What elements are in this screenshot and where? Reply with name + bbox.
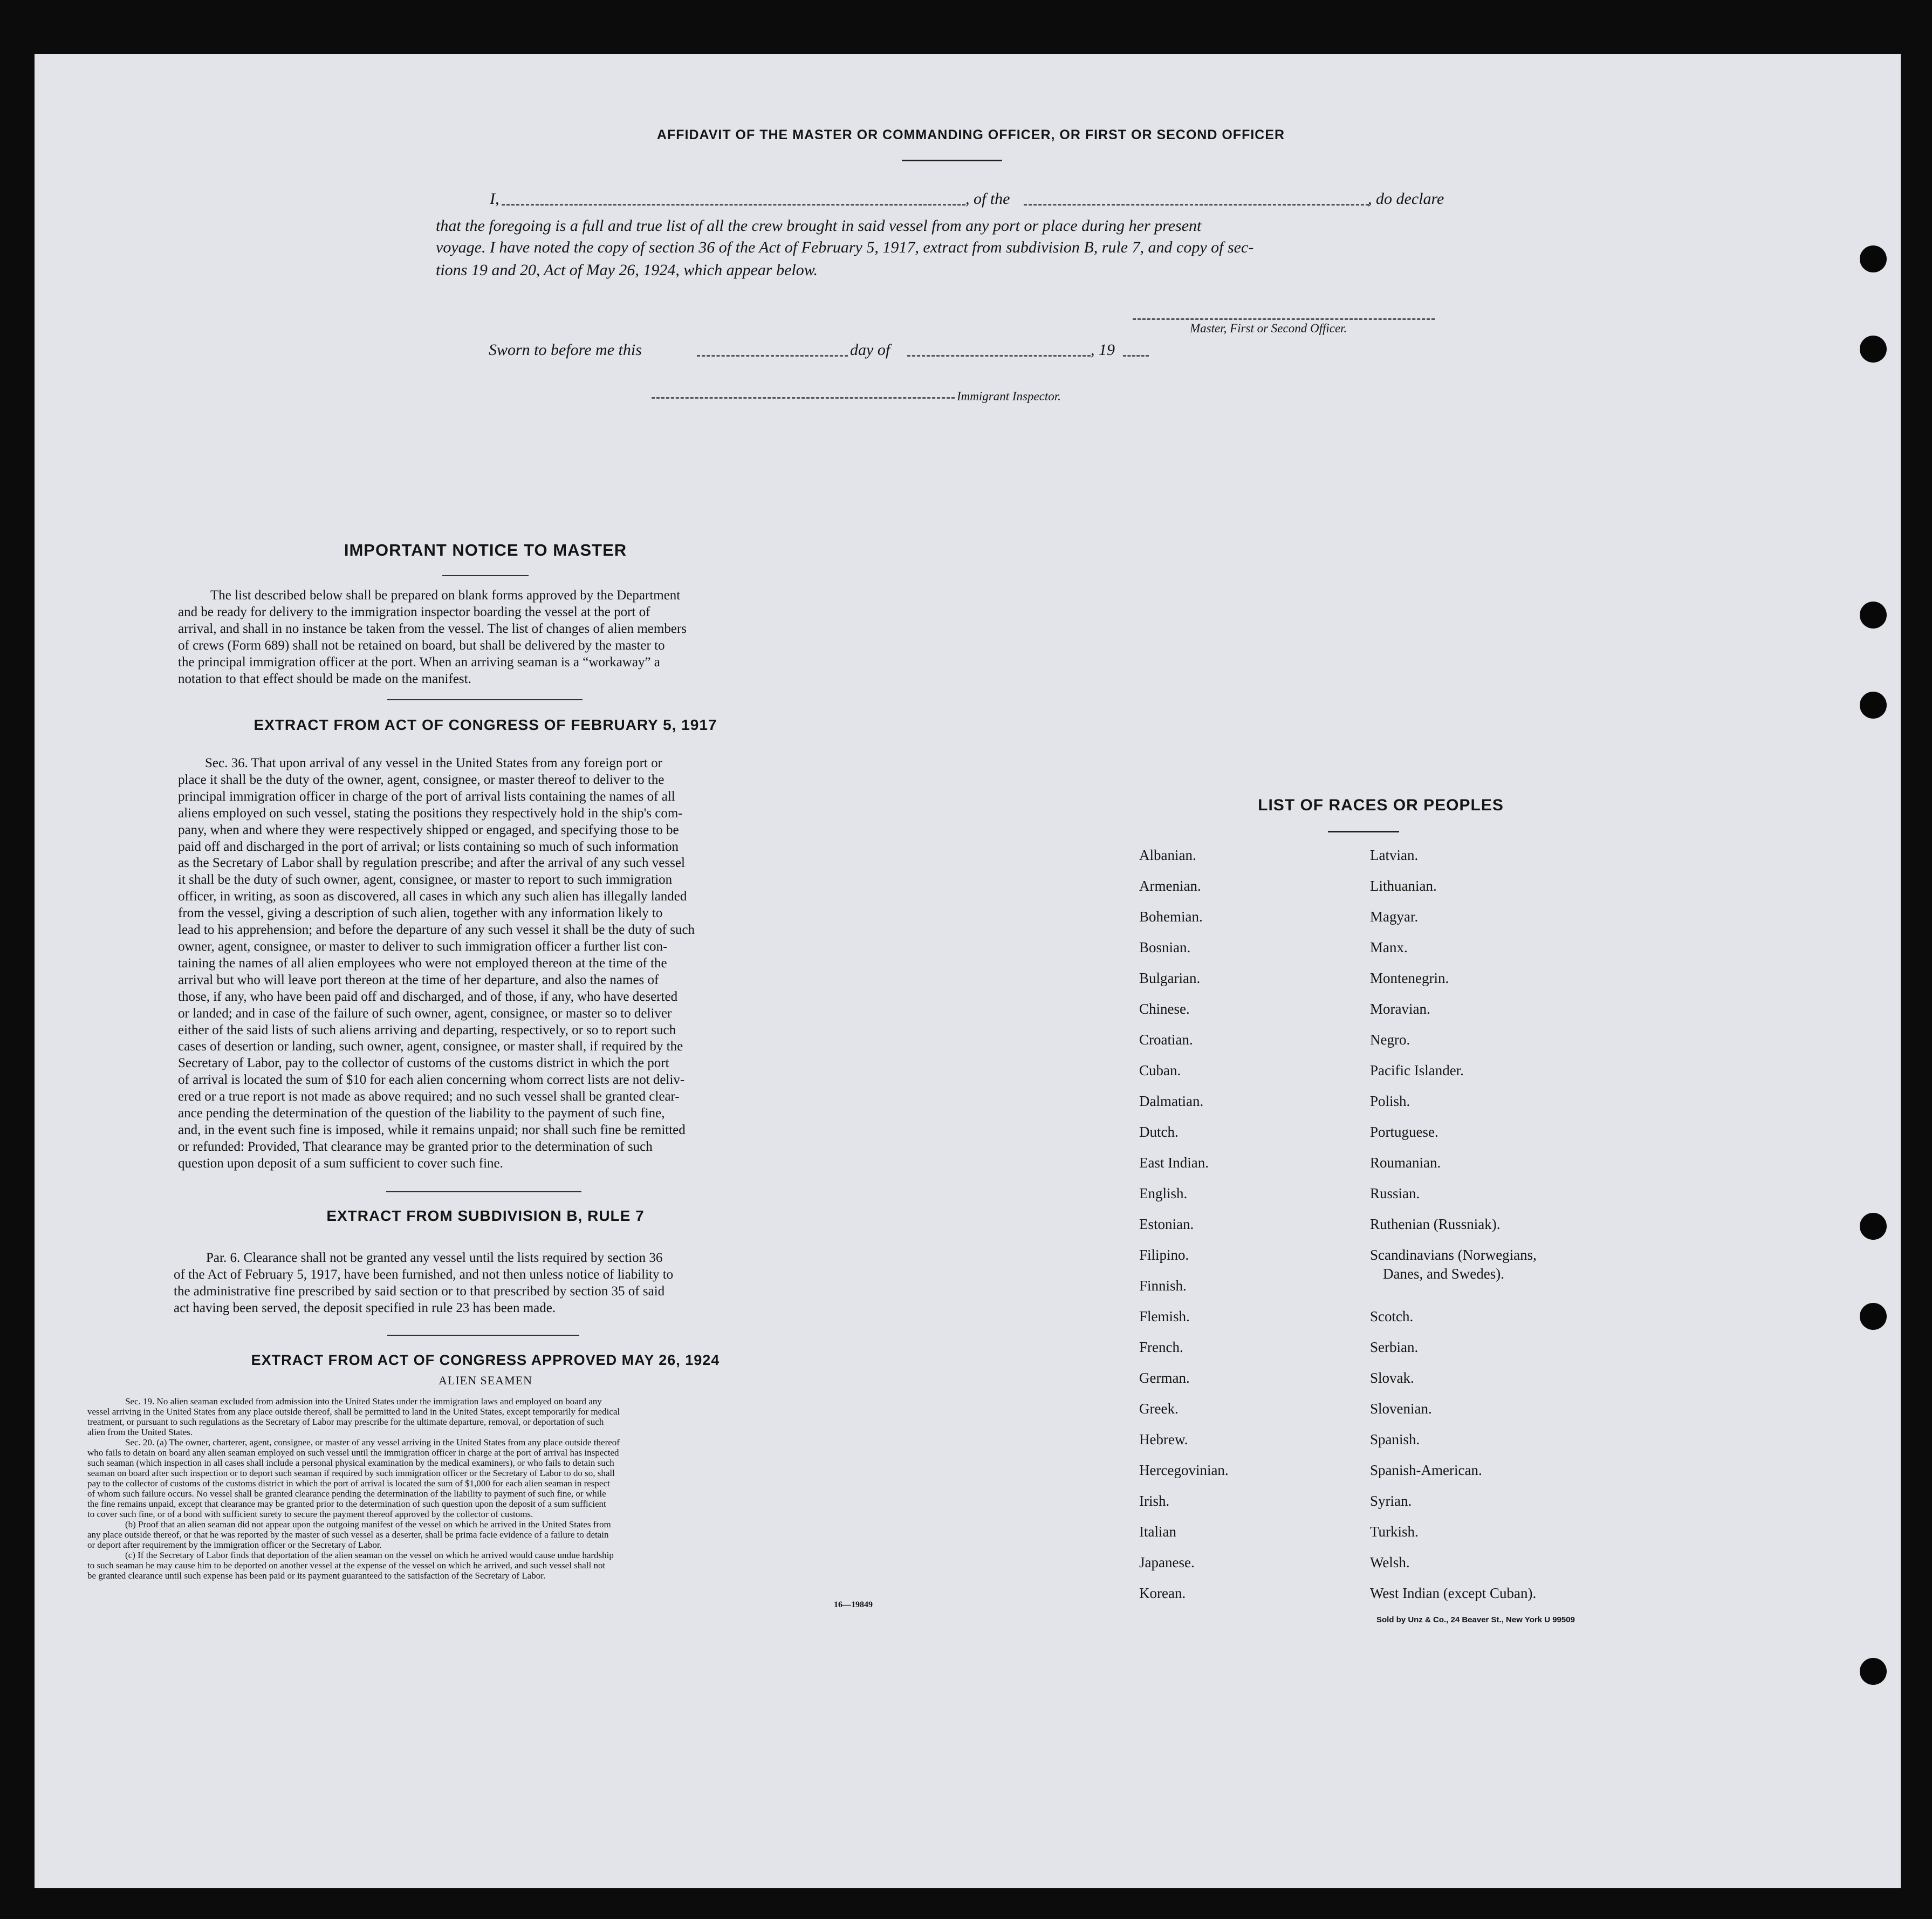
- race-item: Welsh.: [1370, 1554, 1410, 1570]
- affidavit-line-4: tions 19 and 20, Act of May 26, 1924, which appear below.: [436, 261, 818, 279]
- race-item: Latvian.: [1370, 847, 1419, 863]
- printer-imprint: Sold by Unz & Co., 24 Beaver St., New York U 99509: [1376, 1615, 1575, 1624]
- race-item: West Indian (except Cuban).: [1370, 1585, 1537, 1601]
- race-item: German.: [1139, 1370, 1190, 1386]
- rule-line: the administrative fine prescribed by said section or to that prescribed by section 35 of said: [174, 1284, 665, 1299]
- sections-19-20-text: [87, 1396, 881, 1581]
- race-item: Magyar.: [1370, 909, 1419, 925]
- small-line: to such seaman he may cause him to be deported on another vessel at the expense of the vessel on which he arrived, and such vessel shall not: [87, 1560, 606, 1570]
- sworn-day-blank[interactable]: [697, 355, 848, 357]
- race-item: Cuban.: [1139, 1062, 1181, 1078]
- small-line: treatment, or pursuant to such regulations as the Secretary of Labor may prescribe for the ultimate departure, removal, or deportation of such: [87, 1417, 604, 1427]
- section-line: ered or a true report is not made as above required; and no such vessel shall be granted clear-: [178, 1089, 680, 1104]
- race-item: Greek.: [1139, 1401, 1179, 1417]
- inspector-signature-line[interactable]: [652, 397, 955, 399]
- race-item: Italian: [1139, 1524, 1176, 1540]
- section-line: those, if any, who have been paid off and discharged, and of those, if any, who have deserted: [178, 989, 678, 1004]
- sworn-label: Sworn to before me this: [489, 341, 642, 359]
- section-line: question upon deposit of a sum sufficient to cover such fine.: [178, 1156, 503, 1171]
- form-number: 16—19849: [834, 1600, 873, 1609]
- race-item: Dutch.: [1139, 1124, 1179, 1140]
- small-line: such seaman (which inspection in all cases shall include a personal physical examination by the medical examiners), or who fails to detain such: [87, 1458, 614, 1468]
- section-line: from the vessel, giving a description of such alien, together with any information likely to: [178, 906, 663, 921]
- affidavit-title: AFFIDAVIT OF THE MASTER OR COMMANDING OFFICER, OR FIRST OR SECOND OFFICER: [656, 127, 1285, 142]
- master-signature-line[interactable]: [1133, 318, 1435, 320]
- notice-title: IMPORTANT NOTICE TO MASTER: [344, 541, 627, 559]
- race-item: Armenian.: [1139, 878, 1201, 894]
- race-item: Spanish-American.: [1370, 1462, 1482, 1478]
- race-item: Negro.: [1370, 1032, 1410, 1048]
- race-item: Moravian.: [1370, 1001, 1430, 1017]
- small-line: be granted clearance until such expense has been paid or its payment guaranteed to the satisfaction of the Secretary of Labor.: [87, 1570, 546, 1581]
- section-line: paid off and discharged in the port of arrival; or lists containing so much of such information: [178, 839, 679, 854]
- affidavit-line-3: voyage. I have noted the copy of section 36 of the Act of February 5, 1917, extract from subdivision B, rule 7, and copy of sec-: [436, 238, 1254, 256]
- small-line: of whom such failure occurs. No vessel shall be granted clearance pending the determination of the liability to payment of such fine, or while: [87, 1488, 606, 1499]
- divider: [902, 160, 1002, 161]
- affidavit-i-label: I,: [490, 190, 499, 208]
- rule-line: act having been served, the deposit specified in rule 23 has been made.: [174, 1301, 556, 1315]
- punch-hole: [1860, 1213, 1887, 1240]
- race-item: French.: [1139, 1339, 1183, 1355]
- small-line: who fails to detain on board any alien seaman employed on such vessel until the immigration officer in charge at the port of arrival has inspected: [87, 1447, 619, 1458]
- divider: [386, 1191, 581, 1192]
- race-item: Flemish.: [1139, 1308, 1190, 1324]
- day-of-label: day of: [850, 341, 890, 359]
- race-item: Bosnian.: [1139, 939, 1191, 955]
- race-item: Albanian.: [1139, 847, 1196, 863]
- sworn-month-blank[interactable]: [907, 355, 1091, 357]
- year-blank[interactable]: [1123, 355, 1149, 357]
- race-item: Roumanian.: [1370, 1155, 1441, 1171]
- section-line: and, in the event such fine is imposed, while it remains unpaid; nor shall such fine be remitted: [178, 1122, 686, 1137]
- race-item: Estonian.: [1139, 1216, 1194, 1232]
- race-item: Filipino.: [1139, 1247, 1189, 1263]
- race-item: Spanish.: [1370, 1431, 1420, 1447]
- section-line: officer, in writing, as soon as discovered, all cases in which any such alien has illegally landed: [178, 889, 687, 904]
- race-item: Dalmatian.: [1139, 1093, 1204, 1109]
- race-item: Russian.: [1370, 1185, 1420, 1201]
- section-line: of arrival is located the sum of $10 for each alien concerning whom correct lists are not deliv-: [178, 1073, 685, 1088]
- rule-7-title: EXTRACT FROM SUBDIVISION B, RULE 7: [326, 1207, 645, 1224]
- race-item: Serbian.: [1370, 1339, 1419, 1355]
- race-item: Ruthenian (Russniak).: [1370, 1216, 1501, 1232]
- race-item: Danes, and Swedes).: [1383, 1266, 1504, 1282]
- race-item: Pacific Islander.: [1370, 1062, 1464, 1078]
- divider: [387, 1335, 579, 1336]
- race-item: Finnish.: [1139, 1278, 1187, 1294]
- rule-7-text: [174, 1249, 795, 1316]
- section-line: or refunded: Provided, That clearance may be granted prior to the determination of such: [178, 1139, 653, 1154]
- small-line: (b) Proof that an alien seaman did not appear upon the outgoing manifest of the vessel on which he arrived in the United States from: [125, 1519, 611, 1529]
- affidavit-of-the: , of the: [965, 190, 1010, 208]
- section-line: aliens employed on such vessel, stating the positions they respectively hold in the ship's com-: [178, 805, 683, 821]
- section-line: lead to his apprehension; and before the departure of any such vessel it shall be the duty of such: [178, 923, 695, 938]
- year-label: , 19: [1091, 341, 1115, 359]
- small-line: or deport after requirement by the immigration officer or the Secretary of Labor.: [87, 1540, 382, 1550]
- race-item: Portuguese.: [1370, 1124, 1438, 1140]
- race-item: Hercegovinian.: [1139, 1462, 1229, 1478]
- punch-hole: [1860, 692, 1887, 719]
- section-line: as the Secretary of Labor shall by regulation prescribe; and after the arrival of any such vessel: [178, 856, 685, 871]
- small-line: the fine remains unpaid, except that clearance may be granted prior to the determination of such question upon the deposit of a sum sufficient: [87, 1499, 606, 1509]
- punch-hole: [1860, 602, 1887, 629]
- small-line: Sec. 19. No alien seaman excluded from admission into the United States under the immigration laws and employed on board any: [125, 1396, 602, 1406]
- vessel-blank[interactable]: [1024, 204, 1369, 206]
- divider: [1328, 831, 1399, 832]
- punch-hole: [1860, 1658, 1887, 1685]
- small-line: any place outside thereof, or that he was reported by the master of such vessel as a deserter, shall be prima facie evidence of a failure to detain: [87, 1529, 609, 1540]
- section-line: Sec. 36. That upon arrival of any vessel in the United States from any foreign port or: [205, 756, 662, 770]
- section-line: pany, when and where they were respectively shipped or engaged, and specifying those to be: [178, 822, 679, 837]
- section-line: principal immigration officer in charge of the port of arrival lists containing the names of all: [178, 789, 675, 804]
- race-item: Montenegrin.: [1370, 970, 1449, 986]
- notice-text: [178, 587, 799, 687]
- notice-line: arrival, and shall in no instance be taken from the vessel. The list of changes of alien members: [178, 622, 687, 636]
- notice-line: and be ready for delivery to the immigration inspector boarding the vessel at the port of: [178, 605, 650, 619]
- race-item: Scotch.: [1370, 1308, 1414, 1324]
- section-line: either of the said lists of such aliens arriving and departing, respectively, or so to report such: [178, 1022, 676, 1037]
- small-line: Sec. 20. (a) The owner, charterer, agent, consignee, or master of any vessel arriving in the United States from any place outside thereof: [125, 1437, 620, 1447]
- race-item: Polish.: [1370, 1093, 1410, 1109]
- notice-line: of crews (Form 689) shall not be retained on board, but shall be delivered by the master to: [178, 638, 665, 653]
- race-item: Turkish.: [1370, 1524, 1419, 1540]
- small-line: seaman on board after such inspection or to deport such seaman if required by such immigration officer or the Secretary of Labor to do so, shall: [87, 1468, 615, 1478]
- section-line: owner, agent, consignee, or master to deliver to such immigration officer a further list con-: [178, 939, 668, 954]
- race-item: Bulgarian.: [1139, 970, 1201, 986]
- inspector-label: Immigrant Inspector.: [957, 390, 1061, 403]
- race-item: Bohemian.: [1139, 909, 1203, 925]
- extract-1924-title: EXTRACT FROM ACT OF CONGRESS APPROVED MAY 26, 1924: [251, 1352, 720, 1368]
- notice-line: The list described below shall be prepared on blank forms approved by the Department: [210, 588, 681, 603]
- section-line: ance pending the determination of the question of the liability to the payment of such fine,: [178, 1106, 665, 1121]
- section-line: or landed; and in case of the failure of such owner, agent, consignee, or master so to deliver: [178, 1006, 672, 1021]
- section-line: place it shall be the duty of the owner, agent, consignee, or master thereof to deliver to the: [178, 772, 664, 787]
- race-item: Lithuanian.: [1370, 878, 1437, 894]
- notice-line: notation to that effect should be made on the manifest.: [178, 672, 471, 686]
- race-item: East Indian.: [1139, 1155, 1209, 1171]
- affidavit-do-declare: , do declare: [1368, 190, 1444, 208]
- race-item: Syrian.: [1370, 1493, 1412, 1509]
- race-item: Korean.: [1139, 1585, 1186, 1601]
- affidavit-line-2: that the foregoing is a full and true list of all the crew brought in said vessel from any port or place during her present: [436, 217, 1202, 235]
- race-item: Slovak.: [1370, 1370, 1414, 1386]
- small-line: to cover such fine, or of a bond with sufficient surety to secure the payment thereof approved by the collector of customs.: [87, 1509, 533, 1519]
- race-item: Hebrew.: [1139, 1431, 1188, 1447]
- race-item: Irish.: [1139, 1493, 1170, 1509]
- race-item: Scandinavians (Norwegians,: [1370, 1247, 1537, 1263]
- divider: [387, 699, 583, 700]
- punch-hole: [1860, 1303, 1887, 1330]
- section-line: cases of desertion or landing, such owner, agent, consignee, or master shall, if required by the: [178, 1039, 683, 1054]
- race-item: Manx.: [1370, 939, 1408, 955]
- section-36-text: [178, 755, 797, 1172]
- small-line: (c) If the Secretary of Labor finds that deportation of the alien seaman on the vessel on which he arrived would cause undue hardship: [125, 1550, 614, 1560]
- small-line: vessel arriving in the United States from any place outside thereof, shall be permitted to land in the United States, except temporarily for medical: [87, 1406, 620, 1417]
- section-line: arrival but who will leave port thereon at the time of her departure, and also the names of: [178, 972, 659, 987]
- race-item: Croatian.: [1139, 1032, 1193, 1048]
- punch-hole: [1860, 245, 1887, 272]
- section-line: it shall be the duty of such owner, agent, consignee, or master to report to such immigration: [178, 872, 673, 887]
- section-line: taining the names of all alien employees who were not employed thereon at the time of the: [178, 955, 667, 971]
- race-item: English.: [1139, 1185, 1188, 1201]
- master-signature-label: Master, First or Second Officer.: [1190, 322, 1347, 335]
- races-title: LIST OF RACES OR PEOPLES: [1258, 796, 1504, 814]
- name-blank[interactable]: [502, 204, 965, 206]
- small-line: pay to the collector of customs of the customs district in which the port of arrival is located the sum of $1,000 for each alien seaman in respect: [87, 1478, 610, 1488]
- small-line: alien from the United States.: [87, 1427, 193, 1437]
- punch-hole: [1860, 336, 1887, 363]
- race-item: Slovenian.: [1370, 1401, 1432, 1417]
- rule-line: Par. 6. Clearance shall not be granted any vessel until the lists required by section 36: [206, 1251, 663, 1265]
- alien-seamen-subtitle: ALIEN SEAMEN: [439, 1374, 532, 1387]
- extract-1917-title: EXTRACT FROM ACT OF CONGRESS OF FEBRUARY 5, 1917: [254, 716, 717, 733]
- race-item: Chinese.: [1139, 1001, 1190, 1017]
- section-line: Secretary of Labor, pay to the collector of customs of the customs district in which the port: [178, 1056, 669, 1071]
- notice-line: the principal immigration officer at the port. When an arriving seaman is a “workaway” a: [178, 655, 660, 670]
- rule-line: of the Act of February 5, 1917, have been furnished, and not then unless notice of liability to: [174, 1267, 674, 1282]
- divider: [442, 575, 529, 576]
- race-item: Japanese.: [1139, 1554, 1195, 1570]
